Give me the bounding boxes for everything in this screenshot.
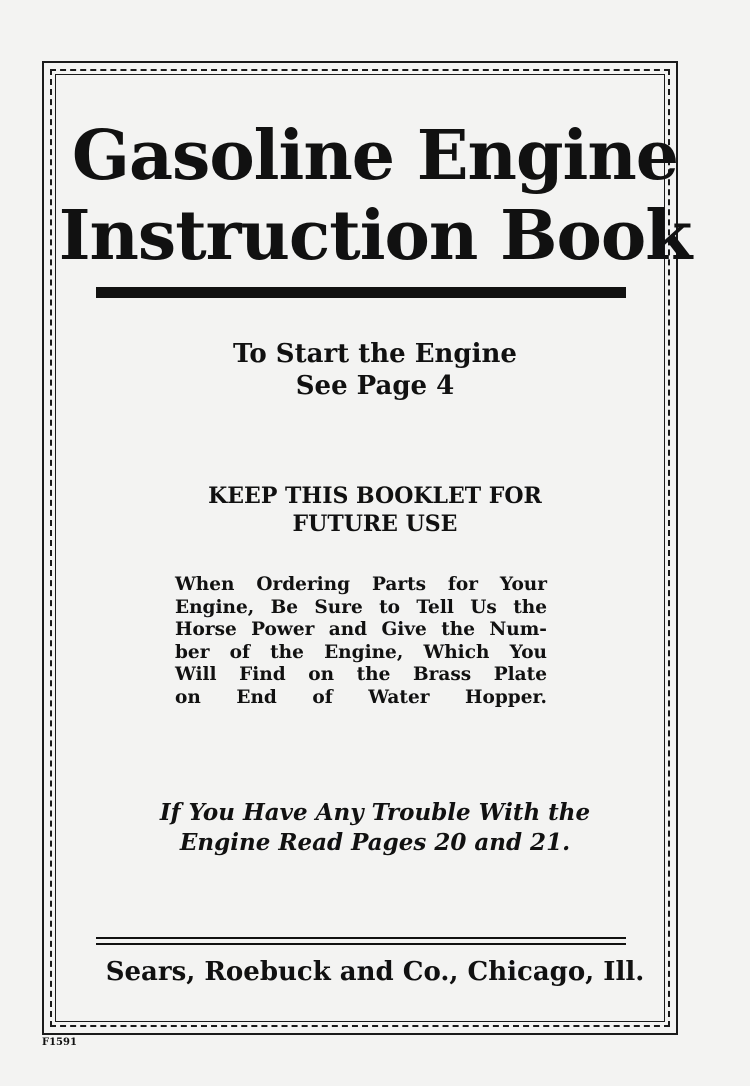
- title-rule: [96, 287, 626, 298]
- ordering-parts-notice: [175, 574, 547, 710]
- trouble-line-2: Engine Read Pages 20 and 21.: [179, 829, 571, 856]
- title-line-1: Gasoline Engine: [71, 116, 679, 196]
- order-line: Horse Power and Give the Num-: [175, 619, 547, 641]
- order-line: Will Find on the Brass Plate: [175, 664, 547, 686]
- keep-line-2: FUTURE USE: [292, 511, 458, 537]
- print-code: F1591: [42, 1037, 77, 1048]
- order-line: When Ordering Parts for Your: [175, 574, 547, 595]
- trouble-line-1: If You Have Any Trouble With the: [159, 799, 591, 826]
- keep-line-1: KEEP THIS BOOKLET FOR: [208, 483, 542, 509]
- start-instructions: [0, 338, 750, 402]
- keep-notice: [0, 482, 750, 538]
- start-line-1: To Start the Engine: [233, 339, 517, 369]
- start-line-2: See Page 4: [295, 371, 455, 401]
- title-line-2: Instruction Book: [58, 196, 692, 276]
- order-line: on End of Water Hopper.: [175, 686, 547, 708]
- trouble-notice: [0, 798, 750, 858]
- order-line: Engine, Be Sure to Tell Us the: [175, 596, 547, 618]
- bottom-rule: [96, 937, 626, 945]
- publisher: Sears, Roebuck and Co., Chicago, Ill.: [105, 957, 645, 987]
- order-line: ber of the Engine, Which You: [175, 641, 547, 663]
